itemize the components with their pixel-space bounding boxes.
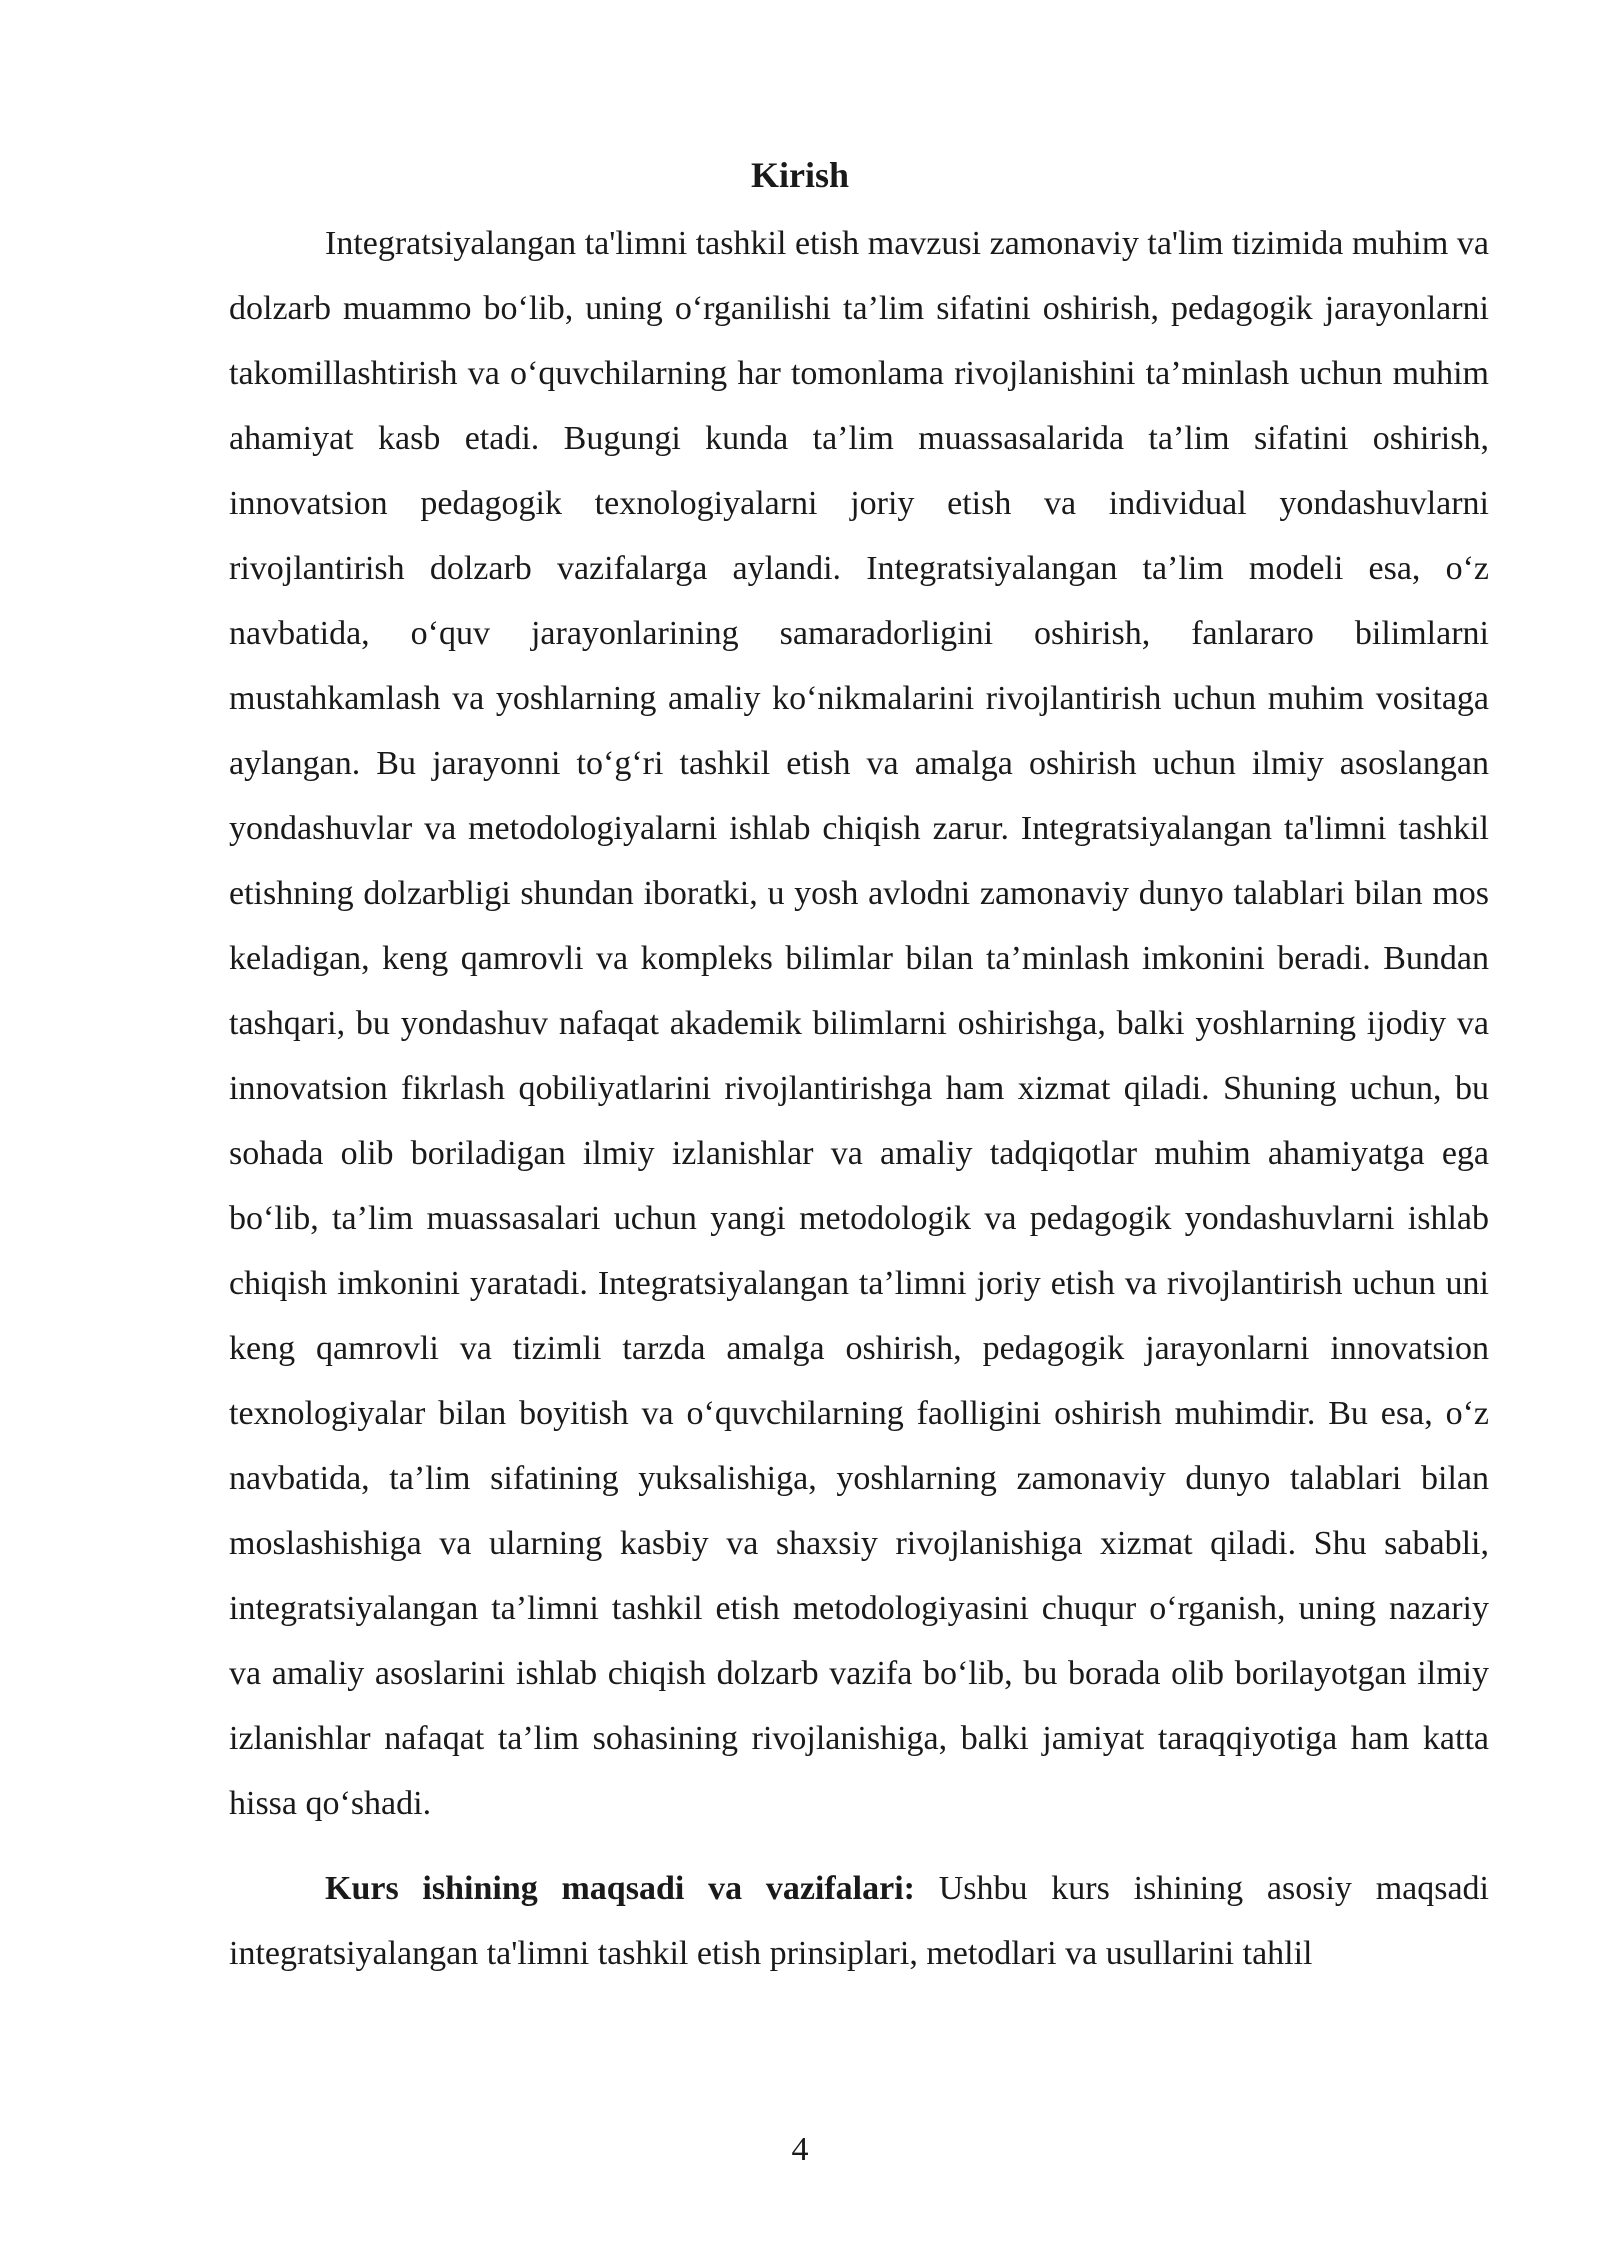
objectives-heading: Kurs ishining maqsadi va vazifalari: — [325, 1870, 915, 1907]
objectives-text: Ushbu kurs ishining asosiy maqsadi integratsiyalangan ta'limni tashkil etish prinsiplari, metodlari va usullarini tahlil — [229, 1870, 1489, 1972]
objectives-paragraph — [229, 1856, 1489, 1986]
document-body — [229, 211, 1489, 1986]
section-title: Kirish — [750, 155, 849, 195]
intro-paragraph: Integratsiyalangan ta'limni tashkil etish mavzusi zamonaviy ta'lim tizimida muhim va dolzarb muammo bo‘lib, uning o‘rganilishi ta’lim sifatini oshirish, pedagogik jarayonlarni takomillashtirish va o‘quvchilarning har tomonlama rivojlanishini ta’minlash uchun muhim ahamiyat kasb etadi. Bugungi kunda ta’lim muassasalarida ta’lim sifatini oshirish, innovatsion pedagogik texnologiyalarni joriy etish va individual yondashuvlarni rivojlantirish dolzarb vazifalarga aylandi. Integratsiyalangan ta’lim modeli esa, o‘z navbatida, o‘quv jarayonlarining samaradorligini oshirish, fanlararo bilimlarni mustahkamlash va yoshlarning amaliy ko‘nikmalarini rivojlantirish uchun muhim vositaga aylangan. Bu jarayonni to‘g‘ri tashkil etish va amalga oshirish uchun ilmiy asoslangan yondashuvlar va metodologiyalarni ishlab chiqish zarur. Integratsiyalangan ta'limni tashkil etishning dolzarbligi shundan iboratki, u yosh avlodni zamonaviy dunyo talablari bilan mos keladigan, keng qamrovli va kompleks bilimlar bilan ta’minlash imkonini beradi. Bundan tashqari, bu yondashuv nafaqat akademik bilimlarni oshirishga, balki yoshlarning ijodiy va innovatsion fikrlash qobiliyatlarini rivojlantirishga ham xizmat qiladi. Shuning uchun, bu sohada olib boriladigan ilmiy izlanishlar va amaliy tadqiqotlar muhim ahamiyatga ega bo‘lib, ta’lim muassasalari uchun yangi metodologik va pedagogik yondashuvlarni ishlab chiqish imkonini yaratadi. Integratsiyalangan ta’limni joriy etish va rivojlantirish uchun uni keng qamrovli va tizimli tarzda amalga oshirish, pedagogik jarayonlarni innovatsion texnologiyalar bilan boyitish va o‘quvchilarning faolligini oshirish muhimdir. Bu esa, o‘z navbatida, ta’lim sifatining yuksalishiga, yoshlarning zamonaviy dunyo talablari bilan moslashishiga va ularning kasbiy va shaxsiy rivojlanishiga xizmat qiladi. Shu sababli, integratsiyalangan ta’limni tashkil etish metodologiyasini chuqur o‘rganish, uning nazariy va amaliy asoslarini ishlab chiqish dolzarb vazifa bo‘lib, bu borada olib borilayotgan ilmiy izlanishlar nafaqat ta’lim sohasining rivojlanishiga, balki jamiyat taraqqiyotiga ham katta hissa qo‘shadi. — [229, 225, 1489, 1822]
page-number: 4 — [791, 2131, 809, 2168]
